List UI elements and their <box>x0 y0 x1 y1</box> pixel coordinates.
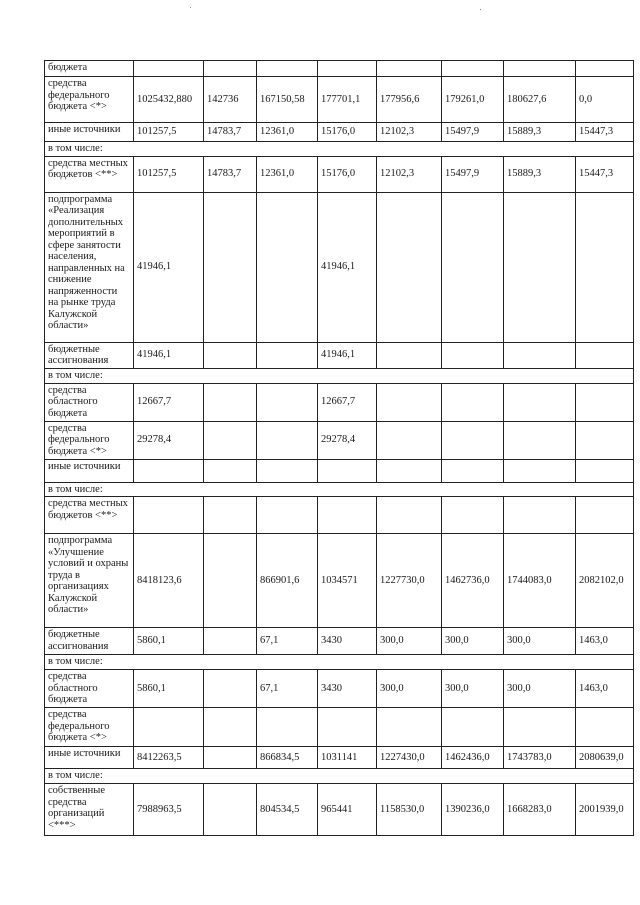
value-cell <box>257 459 318 482</box>
value-cell <box>576 192 634 342</box>
value-cell: 12102,3 <box>377 123 442 142</box>
value-cell <box>204 459 257 482</box>
scan-speck <box>190 7 191 8</box>
value-cell: 300,0 <box>442 670 504 708</box>
value-cell <box>504 708 576 747</box>
table-row <box>45 459 634 482</box>
value-cell: 177956,6 <box>377 77 442 123</box>
table-row <box>45 192 634 342</box>
row-label-cell: иные источники <box>45 747 134 769</box>
value-cell: 965441 <box>318 784 377 836</box>
table-section-row <box>45 368 634 383</box>
table-row <box>45 156 634 192</box>
value-cell <box>257 421 318 459</box>
value-cell <box>442 342 504 368</box>
value-cell <box>204 708 257 747</box>
value-cell: 14783,7 <box>204 123 257 142</box>
value-cell: 1034571 <box>318 534 377 628</box>
value-cell: 15447,3 <box>576 156 634 192</box>
value-cell <box>504 421 576 459</box>
value-cell: 15889,3 <box>504 123 576 142</box>
value-cell <box>257 192 318 342</box>
row-label-cell: в том числе: <box>45 655 634 670</box>
value-cell <box>204 497 257 534</box>
value-cell: 5860,1 <box>134 670 204 708</box>
table-row <box>45 670 634 708</box>
row-label-cell: в том числе: <box>45 368 634 383</box>
value-cell <box>442 708 504 747</box>
row-label-cell: средства федерального бюджета <*> <box>45 708 134 747</box>
value-cell <box>576 708 634 747</box>
row-label-cell: подпрограмма «Реализация дополнительных мероприятий в сфере занятости населения, направленных на снижение напряженности на рынке труда Калужской области» <box>45 192 134 342</box>
value-cell <box>576 342 634 368</box>
value-cell <box>257 61 318 77</box>
value-cell <box>204 784 257 836</box>
value-cell <box>134 459 204 482</box>
value-cell <box>442 459 504 482</box>
value-cell: 1463,0 <box>576 628 634 655</box>
value-cell <box>204 534 257 628</box>
value-cell <box>204 628 257 655</box>
value-cell: 15176,0 <box>318 123 377 142</box>
row-label-cell: собственные средства организаций <***> <box>45 784 134 836</box>
table-row <box>45 421 634 459</box>
value-cell: 2001939,0 <box>576 784 634 836</box>
value-cell: 8418123,6 <box>134 534 204 628</box>
row-label-cell: средства местных бюджетов <**> <box>45 156 134 192</box>
table-row <box>45 342 634 368</box>
value-cell <box>377 61 442 77</box>
value-cell <box>377 342 442 368</box>
table-section-row <box>45 482 634 497</box>
table-section-row <box>45 655 634 670</box>
value-cell: 142736 <box>204 77 257 123</box>
row-label-cell: иные источники <box>45 123 134 142</box>
value-cell: 29278,4 <box>134 421 204 459</box>
table-section-row <box>45 769 634 784</box>
row-label-cell: бюджета <box>45 61 134 77</box>
table-row <box>45 747 634 769</box>
value-cell <box>504 342 576 368</box>
value-cell <box>204 670 257 708</box>
value-cell: 12361,0 <box>257 156 318 192</box>
value-cell: 15497,9 <box>442 123 504 142</box>
value-cell: 1668283,0 <box>504 784 576 836</box>
value-cell: 1462736,0 <box>442 534 504 628</box>
value-cell <box>442 61 504 77</box>
value-cell: 67,1 <box>257 628 318 655</box>
value-cell <box>576 61 634 77</box>
value-cell: 2082102,0 <box>576 534 634 628</box>
value-cell <box>576 497 634 534</box>
value-cell <box>377 497 442 534</box>
row-label-cell: в том числе: <box>45 142 634 157</box>
table-row <box>45 628 634 655</box>
value-cell: 29278,4 <box>318 421 377 459</box>
value-cell: 1227730,0 <box>377 534 442 628</box>
value-cell: 300,0 <box>504 670 576 708</box>
value-cell: 1743783,0 <box>504 747 576 769</box>
value-cell: 1390236,0 <box>442 784 504 836</box>
table-section-row <box>45 142 634 157</box>
value-cell: 1744083,0 <box>504 534 576 628</box>
value-cell: 1025432,880 <box>134 77 204 123</box>
table-row <box>45 383 634 421</box>
row-label-cell: средства областного бюджета <box>45 670 134 708</box>
value-cell: 12361,0 <box>257 123 318 142</box>
value-cell <box>576 421 634 459</box>
value-cell: 167150,58 <box>257 77 318 123</box>
table-row <box>45 61 634 77</box>
value-cell: 12102,3 <box>377 156 442 192</box>
row-label-cell: средства областного бюджета <box>45 383 134 421</box>
value-cell <box>134 61 204 77</box>
value-cell <box>504 192 576 342</box>
value-cell: 2080639,0 <box>576 747 634 769</box>
value-cell <box>134 497 204 534</box>
value-cell <box>504 459 576 482</box>
value-cell <box>504 497 576 534</box>
value-cell <box>504 383 576 421</box>
table-row <box>45 497 634 534</box>
value-cell: 3430 <box>318 628 377 655</box>
value-cell <box>204 61 257 77</box>
value-cell: 1463,0 <box>576 670 634 708</box>
row-label-cell: иные источники <box>45 459 134 482</box>
row-label-cell: средства местных бюджетов <**> <box>45 497 134 534</box>
value-cell <box>377 459 442 482</box>
scan-speck <box>480 9 481 10</box>
value-cell <box>204 383 257 421</box>
value-cell <box>257 497 318 534</box>
value-cell <box>576 459 634 482</box>
table-row <box>45 534 634 628</box>
value-cell: 12667,7 <box>318 383 377 421</box>
value-cell: 1158530,0 <box>377 784 442 836</box>
value-cell <box>377 421 442 459</box>
value-cell: 866901,6 <box>257 534 318 628</box>
value-cell: 300,0 <box>504 628 576 655</box>
value-cell: 101257,5 <box>134 156 204 192</box>
value-cell: 0,0 <box>576 77 634 123</box>
value-cell: 866834,5 <box>257 747 318 769</box>
value-cell: 300,0 <box>377 670 442 708</box>
value-cell <box>204 421 257 459</box>
row-label-cell: средства федерального бюджета <*> <box>45 421 134 459</box>
value-cell <box>377 708 442 747</box>
value-cell: 15447,3 <box>576 123 634 142</box>
value-cell: 3430 <box>318 670 377 708</box>
value-cell: 12667,7 <box>134 383 204 421</box>
value-cell <box>504 61 576 77</box>
value-cell <box>442 421 504 459</box>
value-cell: 804534,5 <box>257 784 318 836</box>
value-cell: 41946,1 <box>318 192 377 342</box>
value-cell: 1227430,0 <box>377 747 442 769</box>
row-label-cell: бюджетные ассигнования <box>45 628 134 655</box>
value-cell <box>134 708 204 747</box>
row-label-cell: средства федерального бюджета <*> <box>45 77 134 123</box>
value-cell <box>318 497 377 534</box>
value-cell: 67,1 <box>257 670 318 708</box>
value-cell: 1462436,0 <box>442 747 504 769</box>
row-label-cell: в том числе: <box>45 769 634 784</box>
value-cell: 300,0 <box>442 628 504 655</box>
value-cell: 5860,1 <box>134 628 204 655</box>
value-cell <box>318 61 377 77</box>
table-row <box>45 123 634 142</box>
value-cell <box>442 383 504 421</box>
value-cell: 14783,7 <box>204 156 257 192</box>
value-cell <box>204 192 257 342</box>
row-label-cell: подпрограмма «Улучшение условий и охраны труда в организациях Калужской области» <box>45 534 134 628</box>
value-cell: 177701,1 <box>318 77 377 123</box>
value-cell: 41946,1 <box>134 342 204 368</box>
value-cell: 15889,3 <box>504 156 576 192</box>
value-cell: 15497,9 <box>442 156 504 192</box>
value-cell <box>318 459 377 482</box>
table-row <box>45 708 634 747</box>
value-cell: 101257,5 <box>134 123 204 142</box>
value-cell: 15176,0 <box>318 156 377 192</box>
value-cell: 180627,6 <box>504 77 576 123</box>
value-cell <box>257 342 318 368</box>
value-cell: 1031141 <box>318 747 377 769</box>
value-cell <box>442 192 504 342</box>
value-cell <box>576 383 634 421</box>
value-cell: 300,0 <box>377 628 442 655</box>
table-row <box>45 784 634 836</box>
value-cell <box>257 383 318 421</box>
value-cell <box>318 708 377 747</box>
table-row <box>45 77 634 123</box>
value-cell: 7988963,5 <box>134 784 204 836</box>
row-label-cell: в том числе: <box>45 482 634 497</box>
budget-funding-table <box>44 60 634 836</box>
value-cell <box>204 342 257 368</box>
value-cell: 41946,1 <box>134 192 204 342</box>
value-cell <box>377 192 442 342</box>
row-label-cell: бюджетные ассигнования <box>45 342 134 368</box>
value-cell <box>442 497 504 534</box>
value-cell <box>377 383 442 421</box>
value-cell <box>204 747 257 769</box>
value-cell: 179261,0 <box>442 77 504 123</box>
value-cell: 41946,1 <box>318 342 377 368</box>
value-cell <box>257 708 318 747</box>
value-cell: 8412263,5 <box>134 747 204 769</box>
